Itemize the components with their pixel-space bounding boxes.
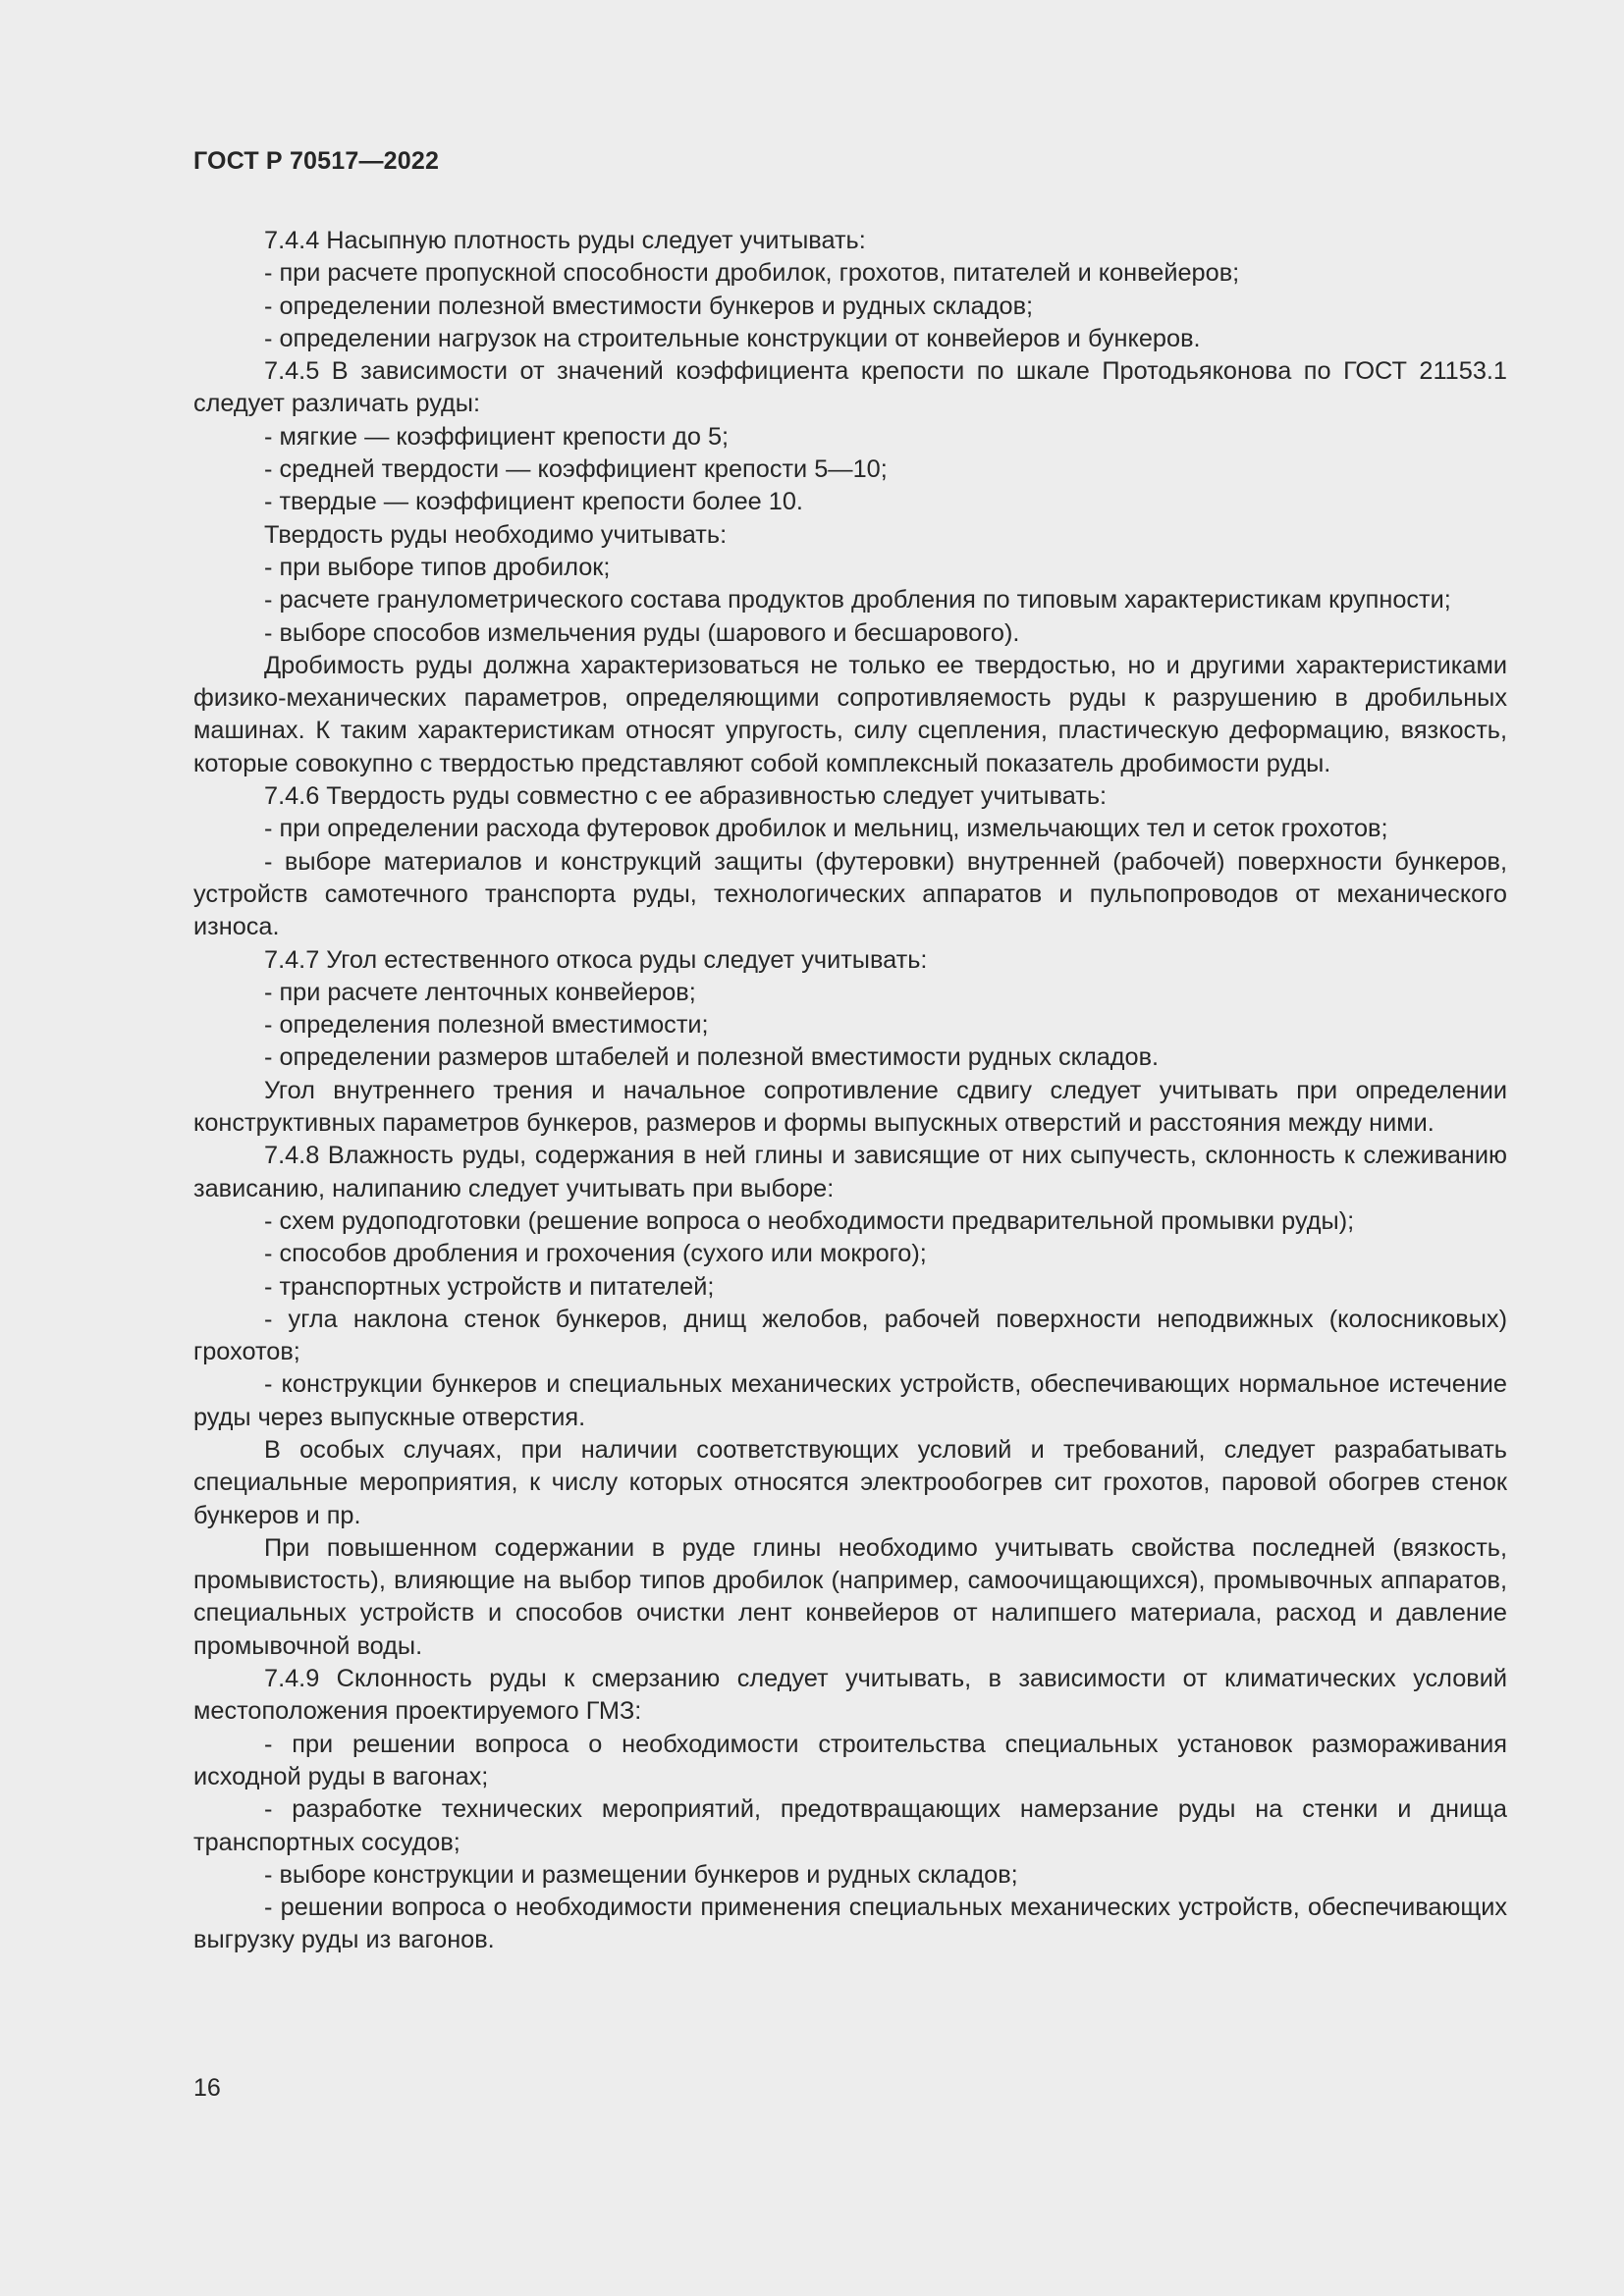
list-item: - определении полезной вместимости бункеров и рудных складов; (264, 292, 1034, 320)
paragraph: 7.4.5 В зависимости от значений коэффициента крепости по шкале Протодьяконова по ГОСТ 21153.1 следует различать руды: (193, 357, 1507, 418)
list-item: - выборе конструкции и размещении бункеров и рудных складов; (264, 1860, 1018, 1889)
list-item: - разработке технических мероприятий, предотвращающих намерзание руды на стенки и днища транспортных сосудов; (193, 1795, 1507, 1856)
list-item: - при решении вопроса о необходимости строительства специальных установок размораживания исходной руды в вагонах; (193, 1730, 1507, 1790)
paragraph: Дробимость руды должна характеризоваться не только ее твердостью, но и другими характеристиками физико-механических параметров, определяющими сопротивляемость руды к разрушению в дробильных машинах. К таким характеристикам относят упругость, силу сцепления, пластическую деформацию, вязкость, которые совокупно с твердостью представляют собой комплексный показатель дробимости руды. (193, 651, 1507, 777)
paragraph: 7.4.9 Склонность руды к смерзанию следует учитывать, в зависимости от климатических условий местоположения проектируемого ГМЗ: (193, 1665, 1507, 1726)
paragraph: 7.4.7 Угол естественного откоса руды следует учитывать: (264, 945, 928, 974)
list-item: - определения полезной вместимости; (264, 1011, 709, 1040)
list-item: - способов дробления и грохочения (сухого или мокрого); (264, 1240, 927, 1268)
paragraph: 7.4.8 Влажность руды, содержания в ней глины и зависящие от них сыпучесть, склонность к слеживанию зависанию, налипанию следует учитывать при выборе: (193, 1142, 1507, 1202)
list-item: - угла наклона стенок бункеров, днищ желобов, рабочей поверхности неподвижных (колосниковых) грохотов; (193, 1305, 1507, 1366)
list-item: - средней твердости — коэффициент крепости 5—10; (264, 455, 888, 484)
list-item: - транспортных устройств и питателей; (264, 1272, 715, 1301)
paragraph: В особых случаях, при наличии соответствующих условий и требований, следует разрабатывать специальные мероприятия, к числу которых относятся электрообогрев сит грохотов, паровой обогрев стенок бункеров и пр. (193, 1435, 1507, 1529)
list-item: - конструкции бункеров и специальных механических устройств, обеспечивающих нормальное истечение руды через выпускные отверстия. (193, 1370, 1507, 1431)
paragraph: Твердость руды необходимо учитывать: (264, 520, 728, 549)
list-item: - при выборе типов дробилок; (264, 553, 611, 581)
list-item: - определении нагрузок на строительные конструкции от конвейеров и бункеров. (264, 324, 1201, 352)
list-item: - решении вопроса о необходимости применения специальных механических устройств, обеспечивающих выгрузку руды из вагонов. (193, 1894, 1507, 1954)
paragraph: Угол внутреннего трения и начальное сопротивление сдвигу следует учитывать при определении конструктивных параметров бункеров, размеров и формы выпускных отверстий и расстояния между ними. (193, 1076, 1507, 1138)
document-header: ГОСТ Р 70517—2022 (193, 147, 440, 175)
paragraph: 7.4.6 Твердость руды совместно с ее абразивностью следует учитывать: (264, 782, 1108, 811)
list-item: - расчете гранулометрического состава продуктов дробления по типовым характеристикам крупности; (264, 586, 1451, 614)
list-item: - выборе способов измельчения руды (шарового и бесшарового). (264, 618, 1020, 647)
list-item: - при расчете пропускной способности дробилок, грохотов, питателей и конвейеров; (264, 259, 1240, 288)
list-item: - мягкие — коэффициент крепости до 5; (264, 422, 730, 451)
list-item: - при расчете ленточных конвейеров; (264, 978, 696, 1006)
list-item: - схем рудоподготовки (решение вопроса о необходимости предварительной промывки руды); (264, 1206, 1355, 1235)
page-number: 16 (193, 2074, 221, 2102)
list-item: - при определении расхода футеровок дробилок и мельниц, измельчающих тел и сеток грохотов; (264, 815, 1388, 843)
paragraph: При повышенном содержании в руде глины необходимо учитывать свойства последней (вязкость, промывистость), влияющие на выбор типов дробилок (например, самоочищающихся), промывочных аппаратов, специальных устройств и способов очистки лент конвейеров от налипшего материала, расход и давление промывочной воды. (193, 1533, 1507, 1660)
document-body (193, 225, 1507, 1957)
list-item: - определении размеров штабелей и полезной вместимости рудных складов. (264, 1043, 1160, 1072)
paragraph: 7.4.4 Насыпную плотность руды следует учитывать: (264, 227, 866, 254)
list-item: - выборе материалов и конструкций защиты (футеровки) внутренней (рабочей) поверхности бункеров, устройств самотечного транспорта руды, технологических аппаратов и пульпопроводов от механического износа. (193, 847, 1507, 941)
list-item: - твердые — коэффициент крепости более 10. (264, 488, 803, 516)
